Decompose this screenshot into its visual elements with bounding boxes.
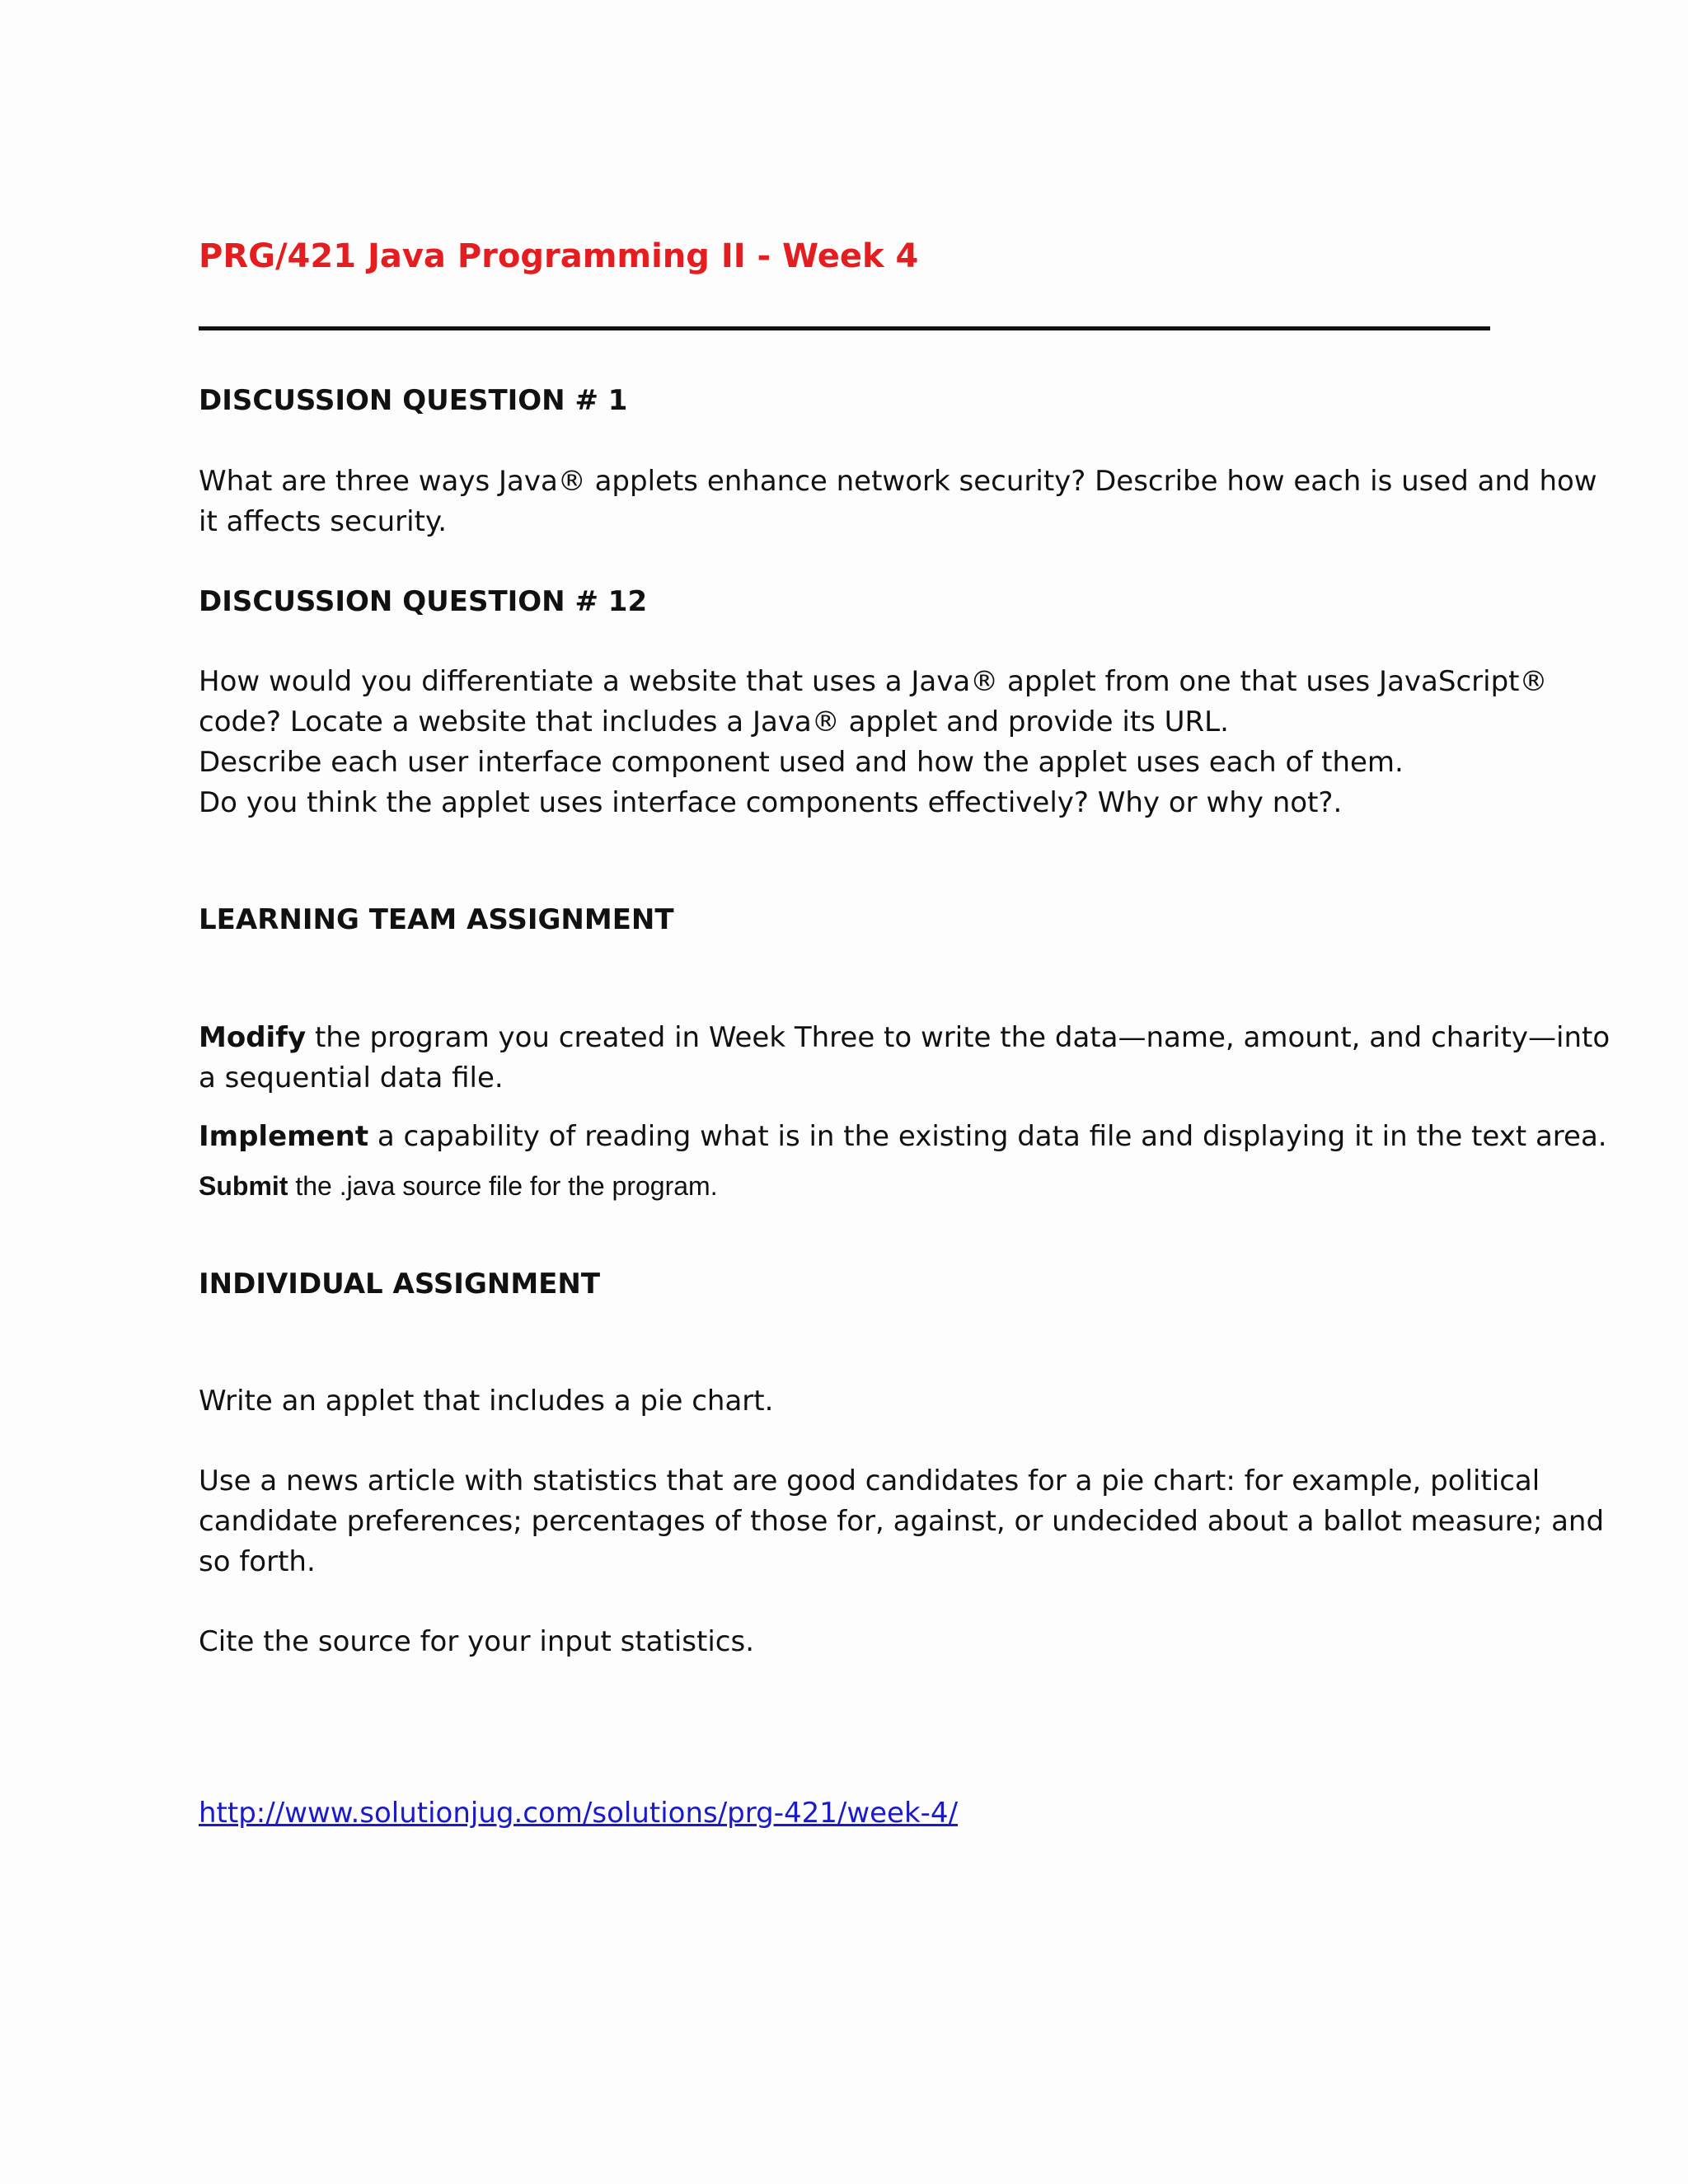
individual-p1 <box>199 1381 1493 1422</box>
dq12-text <box>199 662 1548 823</box>
team-implement-text <box>199 1117 1607 1157</box>
submit-keyword: Submit <box>199 1171 288 1201</box>
individual-p3 <box>199 1622 1493 1662</box>
dq1-line: What are three ways Java® applets enhance network security? Describe how each is used and how <box>199 465 1597 498</box>
dq12-line: Do you think the applet uses interface components effectively? Why or why not?. <box>199 786 1343 819</box>
implement-text: a capability of reading what is in the existing data file and displaying it in the text area. <box>368 1120 1607 1153</box>
submit-text: the .java source file for the program. <box>288 1171 718 1201</box>
dq12-line: code? Locate a website that includes a Java® applet and provide its URL. <box>199 705 1229 738</box>
individual-p2-line: candidate preferences; percentages of those for, against, or undecided about a ballot measure; and <box>199 1505 1605 1538</box>
dq1-line: it affects security. <box>199 505 448 538</box>
team-modify-line <box>199 1018 1611 1058</box>
dq12-line: How would you differentiate a website that uses a Java® applet from one that uses JavaScript® <box>199 665 1548 698</box>
individual-p1-line: Write an applet that includes a pie chart. <box>199 1385 774 1418</box>
document-title: PRG/421 Java Programming II - Week 4 <box>199 237 919 275</box>
individual-p3-line: Cite the source for your input statistics. <box>199 1625 755 1658</box>
solution-link[interactable]: http://www.solutionjug.com/solutions/prg-421/week-4/ <box>199 1797 959 1830</box>
team-modify-line: a sequential data file. <box>199 1062 504 1094</box>
individual-assignment-heading: INDIVIDUAL ASSIGNMENT <box>199 1268 601 1301</box>
individual-p2 <box>199 1461 1605 1582</box>
dq12-heading: DISCUSSION QUESTION # 12 <box>199 585 648 618</box>
individual-p2-line: Use a news article with statistics that are good candidates for a pie chart: for example, political <box>199 1465 1540 1497</box>
team-submit-text <box>199 1171 718 1202</box>
dq12-line: Describe each user interface component used and how the applet uses each of them. <box>199 746 1404 779</box>
modify-text: the program you created in Week Three to write the data—name, amount, and charity—into <box>306 1021 1611 1054</box>
title-divider <box>199 326 1490 330</box>
dq1-text <box>199 462 1597 542</box>
individual-p2-line: so forth. <box>199 1545 316 1578</box>
team-implement-line <box>199 1117 1607 1157</box>
team-modify-text <box>199 1018 1611 1099</box>
team-assignment-heading: LEARNING TEAM ASSIGNMENT <box>199 903 674 936</box>
modify-keyword: Modify <box>199 1021 307 1054</box>
implement-keyword: Implement <box>199 1120 369 1153</box>
dq1-heading: DISCUSSION QUESTION # 1 <box>199 384 628 417</box>
